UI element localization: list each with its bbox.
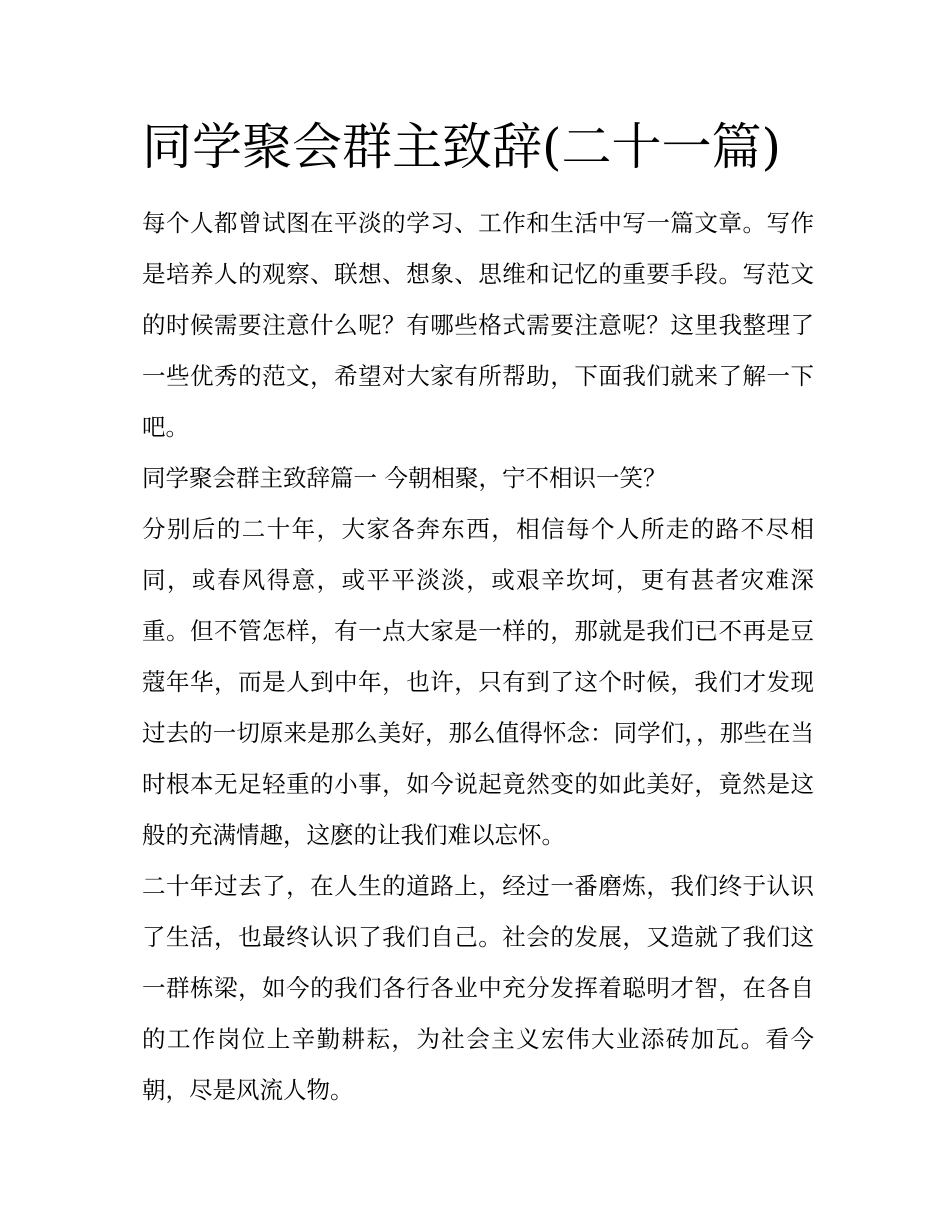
section-heading: 同学聚会群主致辞篇一 今朝相聚，宁不相识一笑？	[142, 464, 667, 492]
intro-paragraph: 每个人都曾试图在平淡的学习、工作和生活中写一篇文章。写作是培养人的观察、联想、想象、思维和记忆的重要手段。写范文的时候需要注意什么呢？有哪些格式需要注意呢？这里我整理了一些优秀的范文，希望对大家有所帮助，下面我们就来了解一下吧。	[142, 209, 814, 441]
document-title: 同学聚会群主致辞(二十一篇)	[142, 118, 782, 176]
body-paragraph: 分别后的二十年，大家各奔东西，相信每个人所走的路不尽相同，或春风得意，或平平淡淡，或艰辛坎坷，更有甚者灾难深重。但不管怎样，有一点大家是一样的，那就是我们已不再是豆蔻年华，而是人到中年，也许，只有到了这个时候，我们才发现过去的一切原来是那么美好，那么值得怀念：同学们，，那些在当时根本无足轻重的小事，如今说起竟然变的如此美好，竟然是这般的充满情趣，这麽的让我们难以忘怀。	[142, 515, 814, 849]
body-paragraph: 二十年过去了，在人生的道路上，经过一番磨炼，我们终于认识了生活，也最终认识了我们自己。社会的发展，又造就了我们这一群栋梁，如今的我们各行各业中充分发挥着聪明才智，在各自的工作岗位上辛勤耕耘，为社会主义宏伟大业添砖加瓦。看今朝，尽是风流人物。	[142, 872, 814, 1104]
document-body	[142, 198, 814, 1116]
